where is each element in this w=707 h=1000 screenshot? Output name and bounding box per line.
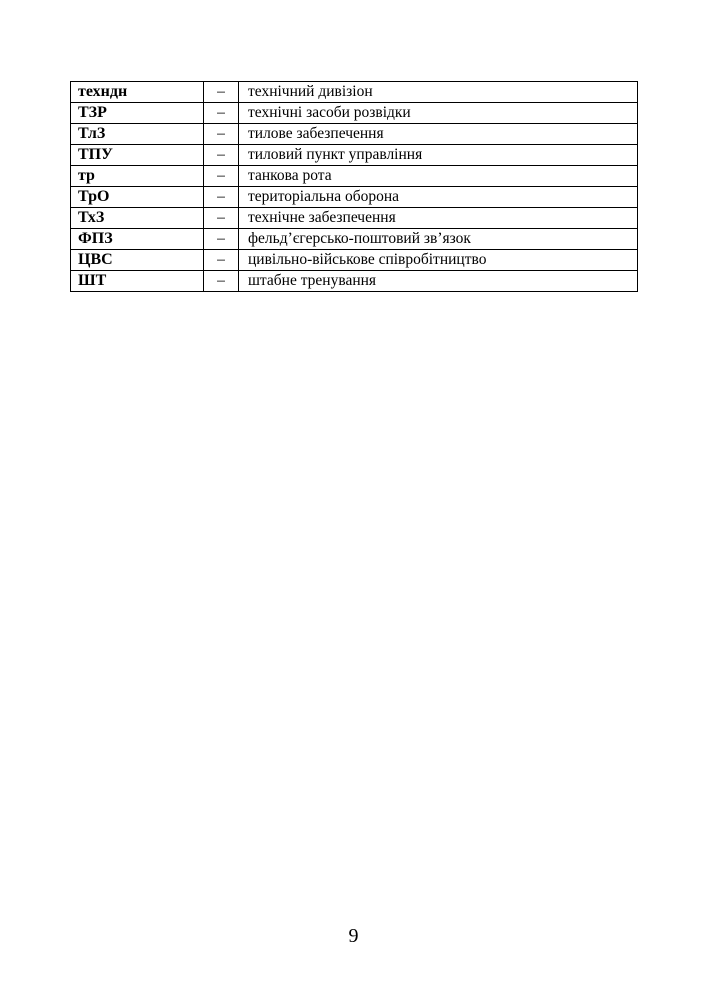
- definition-cell: тиловий пункт управління: [239, 145, 638, 166]
- definition-cell: територіальна оборона: [239, 187, 638, 208]
- table-row: [71, 271, 638, 292]
- definition-cell: фельд’єгерсько-поштовий зв’язок: [239, 229, 638, 250]
- table-row: [71, 103, 638, 124]
- page-number: 9: [348, 925, 359, 947]
- dash-cell: –: [204, 166, 239, 187]
- table-row: [71, 187, 638, 208]
- definition-cell: тилове забезпечення: [239, 124, 638, 145]
- abbreviation-cell: тр: [71, 166, 204, 187]
- dash-cell: –: [204, 250, 239, 271]
- dash-cell: –: [204, 271, 239, 292]
- definition-cell: танкова рота: [239, 166, 638, 187]
- dash-cell: –: [204, 229, 239, 250]
- abbreviation-cell: ТлЗ: [71, 124, 204, 145]
- table-row: [71, 145, 638, 166]
- abbreviations-table: [70, 81, 638, 292]
- abbreviation-cell: ТЗР: [71, 103, 204, 124]
- abbreviation-cell: ТрО: [71, 187, 204, 208]
- definition-cell: цивільно-військове співробітництво: [239, 250, 638, 271]
- abbreviation-cell: ФПЗ: [71, 229, 204, 250]
- table-row: [71, 166, 638, 187]
- dash-cell: –: [204, 103, 239, 124]
- definition-cell: технічний дивізіон: [239, 82, 638, 103]
- table-row: [71, 250, 638, 271]
- dash-cell: –: [204, 208, 239, 229]
- dash-cell: –: [204, 82, 239, 103]
- table-row: [71, 208, 638, 229]
- abbreviation-cell: ШТ: [71, 271, 204, 292]
- abbreviation-cell: ТхЗ: [71, 208, 204, 229]
- table-row: [71, 82, 638, 103]
- dash-cell: –: [204, 145, 239, 166]
- definition-cell: технічне забезпечення: [239, 208, 638, 229]
- dash-cell: –: [204, 187, 239, 208]
- definition-cell: технічні засоби розвідки: [239, 103, 638, 124]
- abbreviation-cell: техндн: [71, 82, 204, 103]
- table-row: [71, 229, 638, 250]
- dash-cell: –: [204, 124, 239, 145]
- definition-cell: штабне тренування: [239, 271, 638, 292]
- abbreviation-cell: ТПУ: [71, 145, 204, 166]
- table-row: [71, 124, 638, 145]
- abbreviation-cell: ЦВС: [71, 250, 204, 271]
